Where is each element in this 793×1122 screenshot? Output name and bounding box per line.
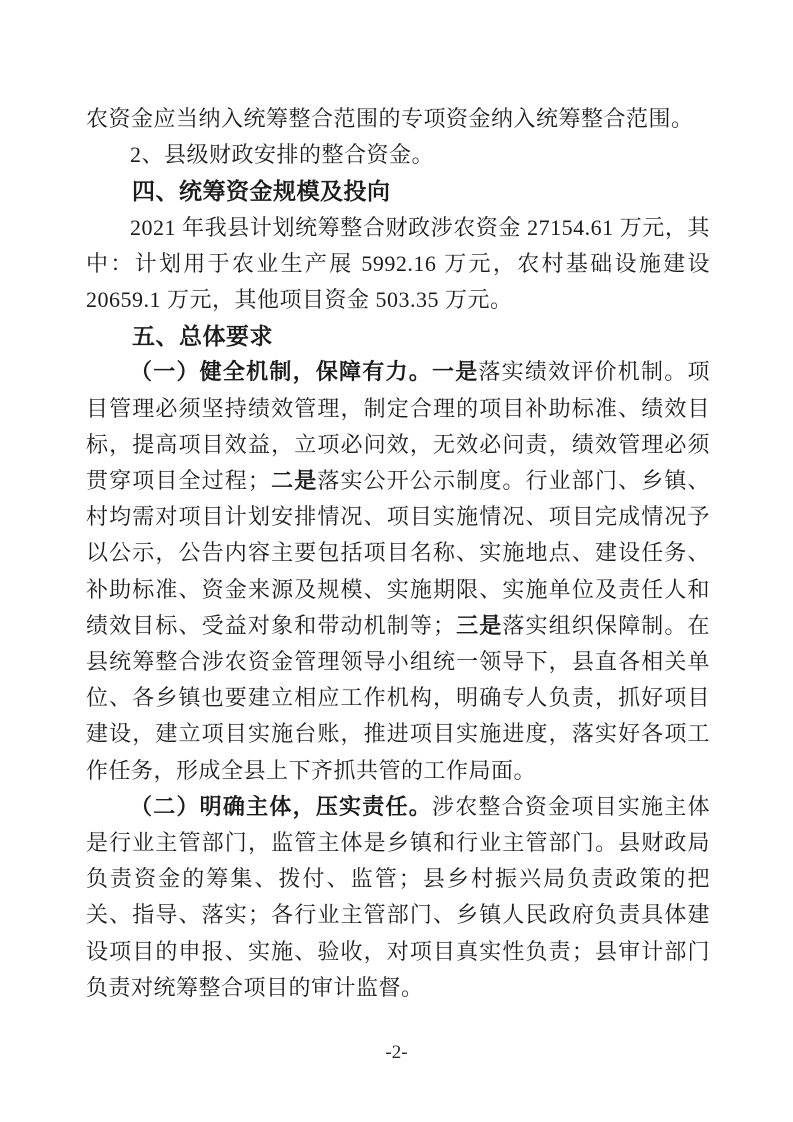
heading-text: 四、统筹资金规模及投向 <box>132 178 391 205</box>
paragraph-text: 涉农整合资金项目实施主体是行业主管部门，监管主体是乡镇和行业主管部门。县财政局负责资金的筹集、拨付、监管；县乡村振兴局负责政策的把关、指导、落实；各行业主管部门、乡镇人民政府负责具体建设项目的申报、实施、验收，对项目真实性负责；县审计部门负责对统筹整合项目的审计监督。 <box>86 793 710 1000</box>
paragraph-lead-bold: （一）健全机制，保障有力。一是 <box>130 359 479 385</box>
paragraph-text: 2021 年我县计划统筹整合财政涉农资金 27154.61 万元，其中：计划用于农业生产展 5992.16 万元，农村基础设施建设 20659.1 万元，其他项目资金 503.35 万元。 <box>86 214 710 313</box>
heading-section-4 <box>86 173 710 209</box>
paragraph-text: 落实公开公示制度。行业部门、乡镇、村均需对项目计划安排情况、项目实施情况、项目完成情况予以公示，公告内容主要包括项目名称、实施地点、建设任务、补助标准、资金来源及规模、实施期限、实施单位及责任人和绩效目标、受益对象和带动机制等； <box>86 468 710 638</box>
paragraph-list-item-2 <box>86 137 710 173</box>
document-body <box>86 101 710 1006</box>
paragraph-marker-bold: 二是 <box>270 468 318 494</box>
paragraph-lead-bold: （二）明确主体，压实责任。 <box>130 793 432 819</box>
paragraph-text: 落实绩效评价机制。项目管理必须坚持绩效管理，制定合理的项目补助标准、绩效目标，提高项目效益，立项必问效，无效必问责，绩效管理必须贯穿项目全过程； <box>86 359 710 494</box>
page-footer <box>0 1040 793 1066</box>
paragraph-continuation <box>86 101 710 137</box>
heading-section-5 <box>86 318 710 354</box>
paragraph-fund-scale <box>86 210 710 319</box>
paragraph-requirement-1 <box>86 354 710 788</box>
paragraph-text: 农资金应当纳入统筹整合范围的专项资金纳入统筹整合范围。 <box>86 106 694 131</box>
paragraph-requirement-2 <box>86 789 710 1006</box>
paragraph-text: 2、县级财政安排的整合资金。 <box>130 142 435 168</box>
paragraph-text: 落实组织保障制。在县统筹整合涉农资金管理领导小组统一领导下，县直各相关单位、各乡镇也要建立相应工作机构，明确专人负责，抓好项目建设，建立项目实施台账，推进项目实施进度，落实好各项工作任务，形成全县上下齐抓共管的工作局面。 <box>86 612 710 783</box>
heading-text: 五、总体要求 <box>132 323 273 350</box>
paragraph-marker-bold: 三是 <box>455 612 503 638</box>
page-number: -2- <box>385 1042 408 1063</box>
